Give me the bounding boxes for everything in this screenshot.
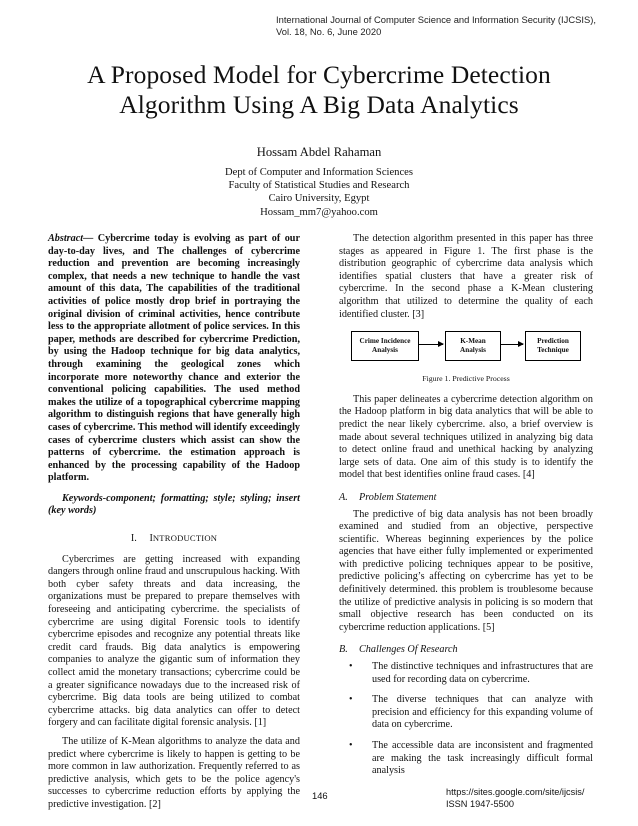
author-name: Hossam Abdel Rahaman: [256, 145, 382, 159]
journal-header-line1: International Journal of Computer Science and Information Security (IJCSIS),: [276, 14, 596, 25]
abstract-text: Cybercrime today is evolving as part of our day-to-day lives, and The challenges of cybercrime reduction and prevention are becoming increasingly complex, that needs a new technique to handle the vast amount of this data, The capabilities of the traditional activities of police mostly drop brief in portraying the original division of criminal activities, hence contribute less to the appropriate allotment of police services. In this paper, methods are described for cybercrime Prediction, by using the Hadoop technique for big data analytics, through examining the geological zones which incorporate more noteworthy chance and exterior the conventional policing capabilities. The used method makes the utilize of a topographical cybercrime mapping algorithm to distinguish regions that have generally high cases of cybercrime. This method will identify exceedingly cases of cybercrime clusters which assist can show the patterns of cybercrime. the estimation approach is enhanced by the processing capability of the Hadoop platform.: [48, 233, 300, 484]
figure-box-3-line1: Prediction: [537, 337, 569, 346]
subsection-heading-problem-statement: [339, 492, 593, 505]
affiliation-faculty: Faculty of Statistical Studies and Research: [228, 180, 410, 192]
author-email: Hossam_mm7@yahoo.com: [260, 206, 378, 218]
challenge-text-3: The accessible data are inconsistent and fragmented are making the task increasingly difficult formal analysis: [372, 740, 593, 777]
author-affiliation: [0, 166, 638, 219]
list-item: [339, 694, 593, 732]
subsection-letter-b: B.: [339, 644, 348, 656]
paper-title-line2: Algorithm Using A Big Data Analytics: [119, 90, 519, 119]
subsection-heading-challenges: [339, 644, 593, 657]
figure-box-1-line1: Crime Incidence: [359, 337, 411, 346]
intro-paragraph-1: Cybercrimes are getting increased with expanding dangers through online fraud and unscrupulous hacking. With both cyber safety threats and data increasing, the organizations must be prepared to prepare themselves with foreseeing and anticipating cybercrime. the specialists of cybercrime are using digital Forensic tools to identify cybercrime episodes and recognize any potential threats like credit card frauds. Big data analytics is empowering companies to analyze the gigantic sum of information they collect amid the monetary transactions; cybercrime could be a greater significance nowadays due to the increased risk of cybercrime. Big data tools are being utilized to combat cybercrime attacks. big data analytics can offer to detect forgery and can facilitate digital forensic analysis. [1]: [48, 553, 300, 729]
affiliation-university: Cairo University, Egypt: [268, 193, 370, 205]
journal-header: [276, 14, 596, 38]
problem-statement-paragraph: The predictive of big data analysis has not been broadly examined and studied from an objective, perspective scientific. Whereas beginning experiences by the police agencies that have either fully implemented or experimented with predictive policing techniques appear to be positive, predictive policing’s affecting on cybercrime has yet to be definitively determined. this problem is troublesome because the utilize of predictive analysis in policing is so modern that small objective research has been conducted on its cybercrime reduction applications. [5]: [339, 508, 593, 633]
figure-arrow-1: [419, 344, 443, 345]
figure-predictive-process: [339, 327, 593, 371]
bullet-icon: •: [349, 740, 353, 751]
figure-box-3-line2: Technique: [537, 346, 569, 355]
challenge-text-2: The diverse techniques that can analyze with precision and efficiency for this expanding volume of data on cybercrime.: [372, 694, 593, 731]
right-column: [339, 233, 593, 786]
figure-arrow-2: [501, 344, 523, 345]
list-item: [339, 740, 593, 778]
list-item: [339, 661, 593, 686]
challenge-text-1: The distinctive techniques and infrastructures that are used for recording data on cybercrime.: [372, 661, 593, 685]
figure-box-2-line2: Analysis: [460, 346, 486, 355]
footer-issn: ISSN 1947-5500: [446, 799, 514, 809]
page-number: 146: [312, 790, 328, 801]
journal-header-line2: Vol. 18, No. 6, June 2020: [276, 26, 382, 37]
affiliation-dept: Dept of Computer and Information Sciences: [225, 167, 413, 178]
subsection-letter-a: A.: [339, 491, 348, 503]
paper-title-line1: A Proposed Model for Cybercrime Detection: [87, 60, 551, 89]
figure-box-crime-incidence: [351, 331, 419, 361]
subsection-title-b: Challenges Of Research: [359, 644, 458, 656]
figure-box-2-line1: K-Mean: [460, 337, 486, 346]
paper-title: [30, 60, 608, 120]
intro-paragraph-2: The utilize of K-Mean algorithms to analyze the data and predict where cybercrime is likely to happen is getting to be more common in law authorization. Frequently referred to as predictive analysis, which gets to be the police agency's successes to cybercrime reduction efforts by applying the predictive investigation. [2]: [48, 735, 300, 810]
bullet-icon: •: [349, 661, 353, 673]
abstract-label: Abstract—: [48, 233, 94, 244]
section-number: I.: [130, 533, 137, 545]
keywords: Keywords-component; formatting; style; styling; insert (key words): [48, 492, 300, 517]
figure-caption: Figure 1. Predictive Process: [422, 374, 510, 384]
left-column: [48, 233, 300, 818]
figure-box-prediction: [525, 331, 581, 361]
right-paragraph-2: This paper delineates a cybercrime detection algorithm on the Hadoop platform in big data analytics that will be able to predict the near likely cybercrime. also, a brief overview is made about several techniques utilized in analyzing big data to detect online fraud and unethical hacking by analyzing large sets of data. One aim of this study is to identify the model that best identifies online fraud cases. [4]: [339, 393, 593, 481]
section-heading-introduction: [48, 532, 300, 546]
figure-box-k-mean: [445, 331, 501, 361]
right-intro-paragraph: The detection algorithm presented in this paper has three stages as appeared in Figure 1. The first phase is the distribution geographic of cybercrime data analysis which identifies spatial clusters that have a greater risk of cybercrime. In the second phase a K-Mean clustering algorithm that utilized to determine the quality of each identified cluster. [3]: [339, 233, 593, 320]
challenges-list: [339, 661, 593, 778]
figure-box-1-line2: Analysis: [372, 346, 398, 355]
subsection-title-a: Problem Statement: [359, 491, 437, 503]
section-title-first: I: [149, 533, 153, 545]
footer-url: https://sites.google.com/site/ijcsis/: [446, 787, 585, 797]
section-title-rest: NTRODUCTION: [152, 533, 218, 544]
footer-info: [446, 786, 584, 810]
abstract: [48, 233, 300, 485]
bullet-icon: •: [349, 694, 353, 706]
